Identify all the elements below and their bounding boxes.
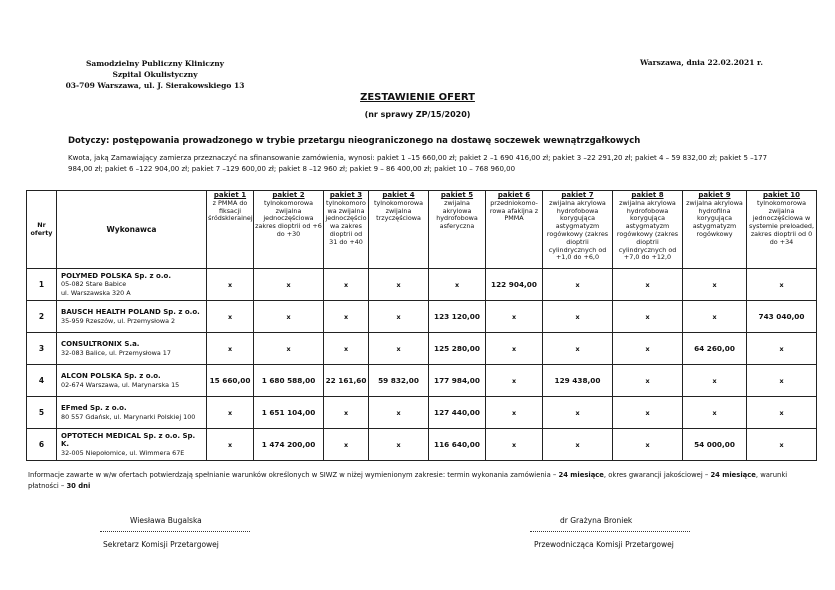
contractor-cell [57, 365, 207, 397]
hospital-header [55, 58, 255, 91]
hospital-name-line2: Szpital Okulistyczny [112, 70, 198, 79]
signature-line-left [100, 530, 250, 532]
table-row [27, 333, 817, 365]
offer-price-cell: 1 474 200,00 [254, 429, 324, 461]
no-offer-cell: x [613, 269, 683, 301]
note-term: 24 miesiące [558, 471, 604, 479]
table-row [27, 269, 817, 301]
offer-number: 6 [27, 429, 57, 461]
no-offer-cell: x [369, 429, 429, 461]
no-offer-cell: x [207, 397, 254, 429]
offer-number: 5 [27, 397, 57, 429]
note-payment: 30 dni [66, 482, 91, 490]
header-package: pakiet 6 przedniokomorowa afakijna z PMMA [486, 191, 543, 269]
offer-price-cell: 22 161,60 [324, 365, 369, 397]
no-offer-cell: x [747, 429, 817, 461]
no-offer-cell: x [683, 301, 747, 333]
offer-price-cell: 123 120,00 [429, 301, 486, 333]
no-offer-cell: x [369, 269, 429, 301]
no-offer-cell: x [486, 333, 543, 365]
secretary-role: Sekretarz Komisji Przetargowej [103, 540, 219, 549]
header-package: pakiet 9 zwijalna akrylowa hydrofilna korygująca astygmatyzm rogówkowy [683, 191, 747, 269]
no-offer-cell: x [543, 269, 613, 301]
no-offer-cell: x [747, 269, 817, 301]
no-offer-cell: x [683, 397, 747, 429]
header-package: pakiet 1 z PMMA do fiksacji śródsklerainej [207, 191, 254, 269]
contractor-name: BAUSCH HEALTH POLAND Sp. z o.o. [61, 308, 200, 316]
note-text: Informacje zawarte w w/w ofertach potwierdzają spełnianie warunków określonych w SIWZ w niżej wymienionym zakresie: termin wykonania zamówienia – [28, 471, 559, 479]
offer-price-cell: 1 680 588,00 [254, 365, 324, 397]
no-offer-cell: x [369, 301, 429, 333]
contractor-address: 35-959 Rzeszów, ul. Przemysłowa 2 [61, 316, 176, 325]
offer-conditions-note [28, 470, 798, 492]
offer-number: 4 [27, 365, 57, 397]
offer-price-cell: 59 832,00 [369, 365, 429, 397]
no-offer-cell: x [207, 429, 254, 461]
no-offer-cell: x [683, 269, 747, 301]
table-header-row [27, 191, 817, 269]
header-package: pakiet 8 zwijalna akrylowa hydrofobowa korygująca astygmatyzm rogówkowy (zakres dioptrii cylindrycznych od +7,0 do +12,0 [613, 191, 683, 269]
no-offer-cell: x [324, 269, 369, 301]
no-offer-cell: x [543, 301, 613, 333]
offer-price-cell: 1 651 104,00 [254, 397, 324, 429]
contractor-name: POLYMED POLSKA Sp. z o.o. [61, 271, 171, 280]
no-offer-cell: x [543, 429, 613, 461]
no-offer-cell: x [324, 397, 369, 429]
table-row [27, 365, 817, 397]
header-offer-number: Nr oferty [27, 191, 57, 269]
header-contractor: Wykonawca [57, 191, 207, 269]
no-offer-cell: x [613, 429, 683, 461]
no-offer-cell: x [254, 269, 324, 301]
offer-price-cell: 743 040,00 [747, 301, 817, 333]
no-offer-cell: x [543, 333, 613, 365]
contractor-cell [57, 301, 207, 333]
secretary-name: Wiesława Bugalska [130, 516, 202, 525]
no-offer-cell: x [613, 301, 683, 333]
offers-table [26, 190, 817, 461]
hospital-address: 03-709 Warszawa, ul. J. Sierakowskiego 13 [65, 81, 245, 90]
no-offer-cell: x [486, 397, 543, 429]
case-number: (nr sprawy ZP/15/2020) [364, 110, 471, 119]
note-text: , okres gwarancji jakościowej – [603, 471, 711, 479]
no-offer-cell: x [324, 429, 369, 461]
contractor-name: OPTOTECH MEDICAL Sp. z o.o. Sp. K. [61, 431, 196, 449]
no-offer-cell: x [369, 397, 429, 429]
no-offer-cell: x [254, 333, 324, 365]
no-offer-cell: x [683, 365, 747, 397]
no-offer-cell: x [207, 269, 254, 301]
no-offer-cell: x [207, 333, 254, 365]
chair-role: Przewodnicząca Komisji Przetargowej [534, 540, 674, 549]
no-offer-cell: x [486, 301, 543, 333]
no-offer-cell: x [486, 365, 543, 397]
no-offer-cell: x [324, 301, 369, 333]
place-date: Warszawa, dnia 22.02.2021 r. [640, 58, 763, 67]
offer-price-cell: 64 260,00 [683, 333, 747, 365]
contractor-address: 05-082 Stare Babice [61, 280, 127, 289]
offer-price-cell: 54 000,00 [683, 429, 747, 461]
hospital-name-line1: Samodzielny Publiczny Kliniczny [85, 59, 225, 68]
table-row [27, 397, 817, 429]
no-offer-cell: x [747, 397, 817, 429]
note-text: , warunki płatności – [28, 471, 788, 490]
offer-price-cell: 116 640,00 [429, 429, 486, 461]
subject-line: Dotyczy: postępowania prowadzonego w trybie przetargu nieograniczonego na dostawę soczewek wewnątrzgałkowych [68, 136, 641, 146]
signature-line-right [530, 530, 690, 532]
no-offer-cell: x [613, 365, 683, 397]
contractor-name: ALCON POLSKA Sp. z o.o. [61, 372, 161, 380]
offer-price-cell: 125 280,00 [429, 333, 486, 365]
contractor-address: 32-005 Niepołomice, ul. Wimmera 67E [61, 448, 185, 457]
contractor-cell [57, 333, 207, 365]
offer-number: 1 [27, 269, 57, 301]
contractor-address: ul. Warszawska 320 A [61, 288, 131, 297]
no-offer-cell: x [747, 333, 817, 365]
contractor-name: EFmed Sp. z o.o. [61, 404, 127, 412]
offer-number: 2 [27, 301, 57, 333]
no-offer-cell: x [369, 333, 429, 365]
header-package: pakiet 4 tylnokomorowa zwijalna trzyczęściowa [369, 191, 429, 269]
offer-price-cell: 177 984,00 [429, 365, 486, 397]
no-offer-cell: x [613, 333, 683, 365]
header-package: pakiet 7 zwijalna akrylowa hydrofobowa korygująca astygmatyzm rogówkowy (zakres dioptrii cylindrycznych od +1,0 do +6,0 [543, 191, 613, 269]
header-package: pakiet 5 zwijalna akrylowa hydrofobowa asferyczna [429, 191, 486, 269]
offer-price-cell: 129 438,00 [543, 365, 613, 397]
contractor-cell [57, 269, 207, 301]
contractor-cell [57, 429, 207, 461]
header-package: pakiet 2 tylnokomorowa zwijalna jednoczęściowa zakres dioptrii od +6 do +30 [254, 191, 324, 269]
document-title: ZESTAWIENIE OFERT [360, 92, 475, 103]
offer-price-cell: 15 660,00 [207, 365, 254, 397]
offer-price-cell: 122 904,00 [486, 269, 543, 301]
no-offer-cell: x [207, 301, 254, 333]
no-offer-cell: x [543, 397, 613, 429]
no-offer-cell: x [324, 333, 369, 365]
no-offer-cell: x [613, 397, 683, 429]
contractor-cell [57, 397, 207, 429]
note-warranty: 24 miesiące [710, 471, 756, 479]
offer-price-cell: 127 440,00 [429, 397, 486, 429]
chair-name: dr Grażyna Broniek [560, 516, 633, 525]
contractor-address: 02-674 Warszawa, ul. Marynarska 15 [61, 380, 180, 389]
header-package: pakiet 3 tylnokomoro wa zwijalna jednoczęścio wa zakres dioptrii od 31 do +40 [324, 191, 369, 269]
budget-amounts: Kwota, jaką Zamawiający zamierza przeznaczyć na sfinansowanie zamówienia, wynosi: pakiet 1 –15 660,00 zł; pakiet 2 –1 690 416,00 zł; pakiet 3 –22 291,20 zł; pakiet 4 – 59 832,00 zł; pakiet 5 –177 984,00 zł; pakiet 6 –122 904,00 zł; pakiet 7 –129 600,00 zł; pakiet 8 –12 960 zł; pakiet 9 – 86 400,00 zł; pakiet 10 – 768 960,00 [68, 154, 768, 173]
no-offer-cell: x [254, 301, 324, 333]
contractor-address: 80 557 Gdańsk, ul. Marynarki Polskiej 100 [61, 412, 196, 421]
offer-number: 3 [27, 333, 57, 365]
contractor-address: 32-083 Balice, ul. Przemysłowa 17 [61, 348, 171, 357]
contractor-name: CONSULTRONIX S.a. [61, 340, 140, 348]
no-offer-cell: x [429, 269, 486, 301]
no-offer-cell: x [747, 365, 817, 397]
table-row [27, 429, 817, 461]
header-package: pakiet 10 tylnokomorowa zwijalna jednoczęściowa w systemie preloaded, zakres dioptrii od 0 do +34 [747, 191, 817, 269]
table-row [27, 301, 817, 333]
no-offer-cell: x [486, 429, 543, 461]
